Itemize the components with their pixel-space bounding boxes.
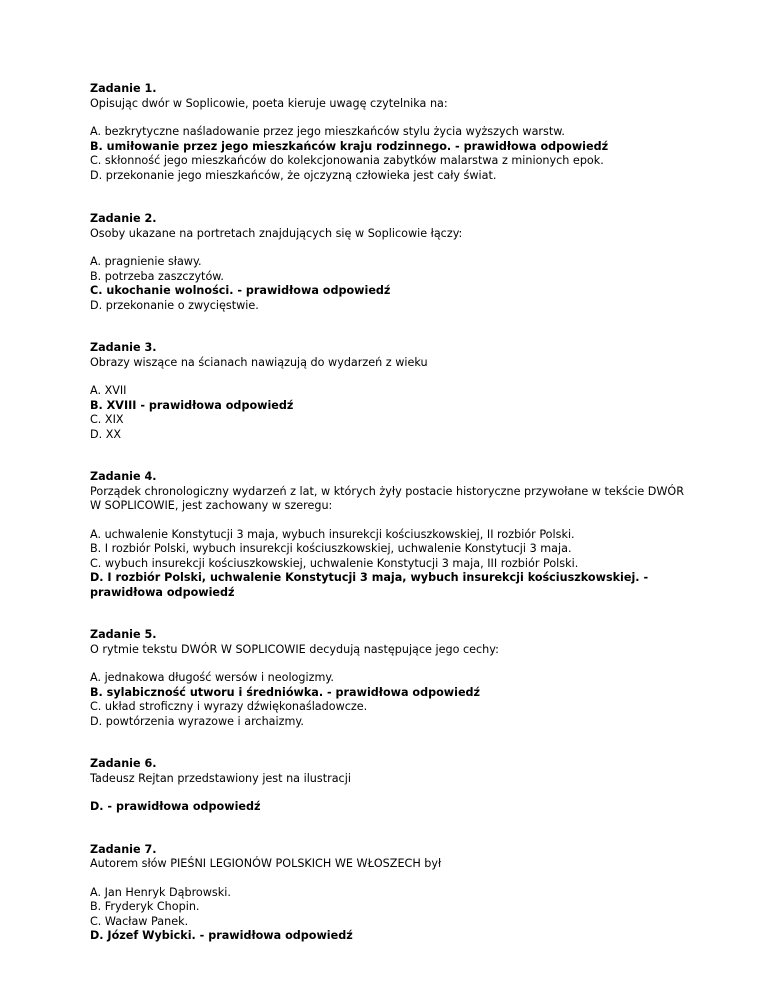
answer-option: B. potrzeba zaszczytów. bbox=[90, 269, 224, 283]
task-7 bbox=[90, 843, 690, 944]
correct-answer: B. XVIII - prawidłowa odpowiedź bbox=[90, 398, 294, 412]
task-question: Osoby ukazane na portretach znajdujących się w Soplicowie łączy: bbox=[90, 226, 463, 240]
correct-answer: B. sylabiczność utworu i średniówka. - prawidłowa odpowiedź bbox=[90, 685, 481, 699]
answer-option: A. bezkrytyczne naśladowanie przez jego mieszkańców stylu życia wyższych warstw. bbox=[90, 125, 565, 138]
task-question: Opisując dwór w Soplicowie, poeta kieruje uwagę czytelnika na: bbox=[90, 96, 448, 110]
task-2 bbox=[90, 212, 690, 313]
task-question: Porządek chronologiczny wydarzeń z lat, w których żyły postacie historyczne przywołane w tekście DWÓR W SOPLICOWIE, jest zachowany w szeregu: bbox=[90, 484, 685, 512]
answer-option: D. przekonanie jego mieszkańców, że ojczyzną człowieka jest cały świat. bbox=[90, 168, 497, 182]
task-4 bbox=[90, 470, 690, 600]
task-question: Autorem słów PIEŚNI LEGIONÓW POLSKICH WE WŁOSZECH był bbox=[90, 857, 442, 870]
answer-option: D. przekonanie o zwycięstwie. bbox=[90, 298, 259, 312]
task-title: Zadanie 2. bbox=[90, 212, 157, 225]
answer-list bbox=[90, 886, 690, 944]
task-3 bbox=[90, 341, 690, 442]
task-question: Tadeusz Rejtan przedstawiony jest na ilustracji bbox=[90, 771, 351, 785]
answer-option: C. wybuch insurekcji kościuszkowskiej, uchwalenie Konstytucji 3 maja, III rozbiór Polski. bbox=[90, 556, 579, 570]
answer-option: A. XVII bbox=[90, 384, 127, 397]
task-title: Zadanie 3. bbox=[90, 341, 157, 354]
answer-option: A. Jan Henryk Dąbrowski. bbox=[90, 885, 231, 899]
correct-answer: D. - prawidłowa odpowiedź bbox=[90, 800, 261, 813]
task-title: Zadanie 1. bbox=[90, 82, 157, 95]
correct-answer: B. umiłowanie przez jego mieszkańców kraju rodzinnego. - prawidłowa odpowiedź bbox=[90, 139, 609, 153]
correct-answer: D. I rozbiór Polski, uchwalenie Konstytucji 3 maja, wybuch insurekcji kościuszkowskiej. - prawidłowa odpowiedź bbox=[90, 571, 649, 599]
answer-list bbox=[90, 384, 690, 442]
correct-answer: C. ukochanie wolności. - prawidłowa odpowiedź bbox=[90, 284, 391, 297]
answer-option: D. powtórzenia wyrazowe i archaizmy. bbox=[90, 714, 304, 728]
task-title: Zadanie 5. bbox=[90, 628, 157, 641]
answer-option: C. skłonność jego mieszkańców do kolekcjonowania zabytków malarstwa z minionych epok. bbox=[90, 154, 604, 167]
task-5 bbox=[90, 628, 690, 729]
answer-option: A. pragnienie sławy. bbox=[90, 255, 202, 268]
answer-list bbox=[90, 800, 690, 815]
task-question: Obrazy wiszące na ścianach nawiązują do wydarzeń z wieku bbox=[90, 355, 428, 369]
answer-option: C. układ stroficzny i wyrazy dźwiękonaśladowcze. bbox=[90, 700, 368, 713]
task-1 bbox=[90, 82, 690, 183]
task-6 bbox=[90, 757, 690, 815]
answer-option: B. I rozbiór Polski, wybuch insurekcji kościuszkowskiej, uchwalenie Konstytucji 3 maja. bbox=[90, 542, 572, 555]
answer-option: A. jednakowa długość wersów i neologizmy. bbox=[90, 671, 334, 684]
answer-list bbox=[90, 528, 690, 601]
task-title: Zadanie 7. bbox=[90, 842, 157, 856]
task-title: Zadanie 4. bbox=[90, 470, 157, 483]
answer-option: B. Fryderyk Chopin. bbox=[90, 900, 200, 913]
task-title: Zadanie 6. bbox=[90, 757, 157, 770]
answer-list bbox=[90, 671, 690, 729]
answer-list bbox=[90, 255, 690, 313]
answer-list bbox=[90, 125, 690, 183]
answer-option: C. Wacław Panek. bbox=[90, 914, 189, 928]
answer-option: A. uchwalenie Konstytucji 3 maja, wybuch insurekcji kościuszkowskiej, II rozbiór Polski. bbox=[90, 527, 575, 541]
correct-answer: D. Józef Wybicki. - prawidłowa odpowiedź bbox=[90, 929, 353, 942]
quiz-document bbox=[90, 82, 690, 972]
answer-option: D. XX bbox=[90, 427, 122, 441]
answer-option: C. XIX bbox=[90, 413, 124, 426]
task-question: O rytmie tekstu DWÓR W SOPLICOWIE decydują następujące jego cechy: bbox=[90, 642, 499, 656]
